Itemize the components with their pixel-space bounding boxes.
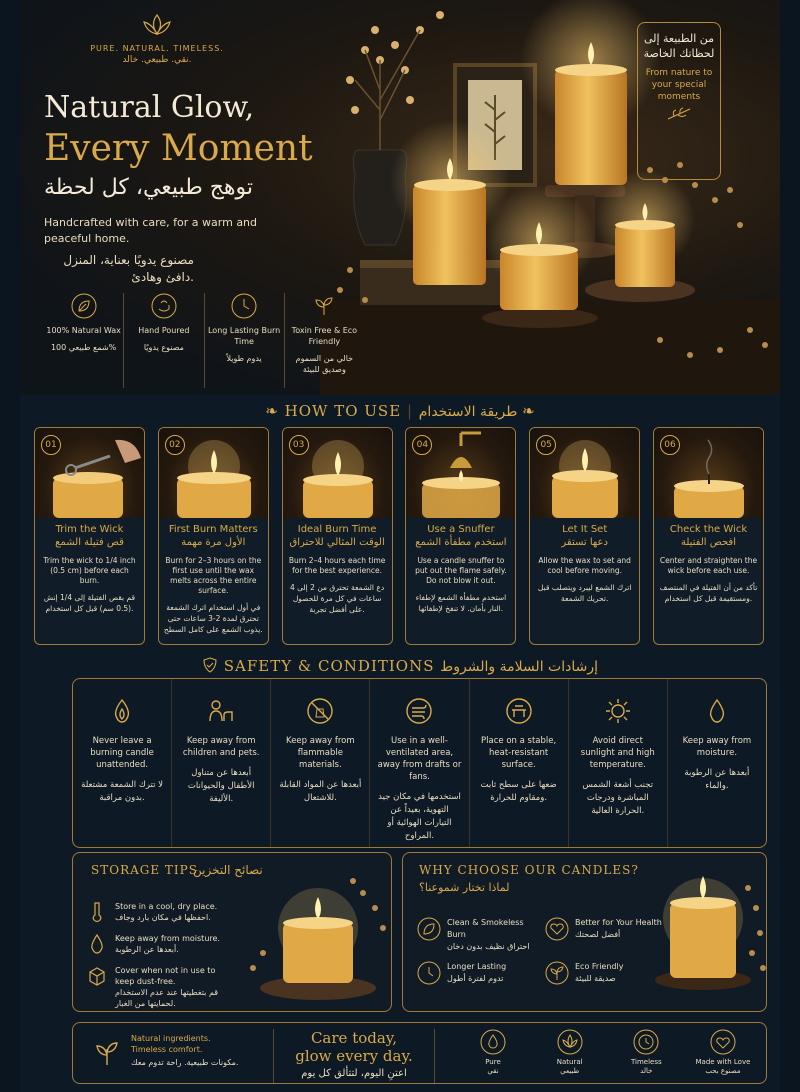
clock-icon (417, 961, 441, 985)
why-text-en: Clean & Smokeless Burn (447, 918, 524, 939)
lotus-icon (142, 12, 172, 40)
footer-badge (616, 1029, 676, 1076)
storage-text-en: Keep away from moisture. (115, 934, 220, 943)
step-desc-ar: في أول استخدام اترك الشمعة تحترق لمدة 2-3 ساعات حتى يذوب الشمع على كامل السطح. (163, 603, 263, 634)
heart-badge-icon (710, 1029, 736, 1055)
safety-panel (72, 678, 767, 848)
badge-label-en: Made with Love (695, 1058, 751, 1066)
why-item (417, 961, 535, 985)
safety-text-ar: أبعدها عن الرطوبة والماء. (684, 768, 750, 791)
footer-badge (463, 1029, 523, 1076)
storage-item (87, 965, 237, 1009)
how-to-use-heading: ❧ HOW TO USE | طريقة الاستخدام ❧ (265, 402, 535, 420)
why-item (545, 961, 663, 985)
why-candle-illustration (648, 858, 767, 1008)
safety-text-ar: أبعدها عن المواد القابلة للاشتعال. (279, 780, 362, 803)
safety-text-en: Use in a well-ventilated area, away from drafts or fans. (377, 736, 462, 782)
feature-item (44, 293, 124, 388)
step-desc-ar: دع الشمعة تحترق من 2 إلى 4 ساعات في كل مرة للحصول على أفضل تجربة. (289, 583, 385, 614)
storage-item (87, 933, 237, 955)
clock-badge-icon (633, 1029, 659, 1055)
step-title-en: Let It Set (562, 524, 608, 535)
step-number: 05 (536, 435, 556, 455)
why-title-ar: لماذا تختار شموعنا؟ (419, 881, 510, 894)
safety-item (73, 679, 172, 847)
step-desc-en: Burn for 2–3 hours on the first use until the wax melts across the entire surface. (165, 556, 262, 595)
storage-title-ar: نصائح التخزين (193, 863, 263, 877)
why-item (545, 917, 663, 941)
feature-label-en: Long Lasting Burn Time (207, 326, 281, 346)
quote-ar: من الطبيعة إلى لحظاتك الخاصة (643, 32, 715, 60)
safety-text-en: Keep away from flammable materials. (286, 736, 355, 770)
why-text-en: Better for Your Health (575, 918, 662, 927)
feature-label-en: 100% Natural Wax (46, 326, 121, 335)
step-number: 04 (412, 435, 432, 455)
clock-icon (231, 293, 257, 319)
step-card (158, 427, 269, 645)
quote-en: From nature to your special moments (645, 68, 713, 102)
why-text-ar: صديقة للبيئة (575, 974, 616, 983)
hero-title-line2: Every Moment (44, 128, 313, 169)
safety-title-en: SAFETY & CONDITIONS (223, 657, 435, 675)
step-number: 06 (660, 435, 680, 455)
footer-left (131, 1033, 241, 1068)
safety-item (271, 679, 370, 847)
sprig-right-icon: ❧ (522, 402, 535, 420)
slogan-line1: Care today, (310, 1029, 398, 1047)
feature-item (285, 293, 364, 388)
why-text-en: Longer Lasting (447, 962, 507, 971)
sprout-icon (545, 961, 569, 985)
hero-section (20, 0, 780, 395)
step-desc-en: Burn 2–4 hours each time for the best experience. (288, 556, 386, 575)
step-title-en: Use a Snuffer (427, 524, 495, 535)
safety-text-en: Avoid direct sunlight and high temperature. (580, 736, 655, 770)
storage-text-ar: قم بتغطيتها عند عدم الاستخدام لحمايتها من الغبار. (115, 988, 219, 1008)
badge-label-ar: خالد (640, 1067, 653, 1075)
stable-surface-icon (505, 697, 533, 725)
safety-item (172, 679, 271, 847)
step-title-ar: افحص الفتيلة (680, 537, 736, 548)
safety-text-ar: استخدمها في مكان جيد التهوية، بعيداً عن التيارات الهوائية أو المراوح. (378, 792, 461, 841)
step-title-ar: الأول مرة مهمة (181, 537, 246, 548)
storage-text-en: Store in a cool, dry place. (115, 902, 218, 911)
step-card (529, 427, 640, 645)
hero-subtitle-en: Handcrafted with care, for a warm and peaceful home. (44, 216, 258, 245)
footer-left-ar: مكونات طبيعية. راحة تدوم معك. (131, 1058, 239, 1067)
sprig-left-icon: ❧ (265, 402, 279, 420)
why-choose-panel (402, 852, 767, 1012)
feature-label-ar: شمع طبيعي 100% (50, 343, 117, 352)
feature-item (124, 293, 204, 388)
badge-label-ar: طبيعي (560, 1067, 580, 1075)
droplet-icon (87, 933, 107, 955)
how-to-use-title-en: HOW TO USE (284, 402, 402, 420)
storage-candle-illustration (243, 873, 392, 1012)
feature-label-ar: خالي من السموم وصديق للبيئة (295, 354, 354, 374)
footer-panel (72, 1022, 767, 1084)
storage-item (87, 901, 237, 923)
safety-item (569, 679, 668, 847)
safety-text-ar: ضعها على سطح ثابت ومقاوم للحرارة. (480, 780, 557, 803)
badge-label-en: Natural (556, 1058, 583, 1066)
child-pet-icon (207, 697, 235, 725)
step-title-en: Ideal Burn Time (297, 524, 377, 535)
step-title-ar: الوقت المثالي للاحتراق (289, 537, 385, 548)
step-title-ar: استخدم مطفأة الشمع (415, 537, 507, 548)
badge-label-ar: مصنوع بحب (705, 1067, 741, 1075)
slogan-ar: اعتنِ اليوم، لتتألق كل يوم (301, 1068, 407, 1079)
quote-box (637, 22, 721, 180)
step-title-en: First Burn Matters (168, 524, 258, 535)
safety-text-ar: لا تترك الشمعة مشتعلة بدون مراقبة. (81, 780, 163, 803)
thermometer-icon (87, 901, 107, 923)
hero-title-ar: توهج طبيعي، كل لحظة (44, 175, 253, 200)
storage-text-ar: أبعدها عن الرطوبة. (115, 945, 179, 954)
why-text-ar: تدوم لفترة أطول (447, 974, 504, 983)
steps-list (34, 427, 764, 645)
feature-list (44, 293, 364, 388)
flame-icon (108, 697, 136, 725)
heart-icon (545, 917, 569, 941)
safety-text-ar: تجنب أشعة الشمس المباشرة ودرجات الحرارة العالية. (582, 780, 654, 816)
hero-title-line1: Natural Glow, (44, 90, 255, 125)
safety-text-ar: أبعدها عن متناول الأطفال والحيوانات الأليفة. (187, 768, 255, 804)
wind-icon (405, 697, 433, 725)
feature-label-ar: مصنوع يدويًا (143, 343, 184, 352)
feature-label-ar: يدوم طويلاً (226, 354, 262, 363)
why-text-en: Eco Friendly (575, 962, 624, 971)
lotus-badge-icon (557, 1029, 583, 1055)
footer-badge (693, 1029, 753, 1076)
feature-label-en: Toxin Free & Eco Friendly (291, 326, 358, 346)
step-desc-en: Allow the wax to set and cool before moving. (538, 556, 631, 575)
badge-label-ar: نقي (487, 1067, 499, 1075)
step-number: 02 (165, 435, 185, 455)
why-text-ar: أفضل لصحتك (575, 930, 621, 939)
storage-text-en: Cover when not in use to keep dust-free. (115, 966, 216, 986)
step-card (34, 427, 145, 645)
footer-slogan (273, 1029, 435, 1083)
box-icon (87, 965, 107, 987)
footer-left-en: Natural ingredients. Timeless comfort. (131, 1034, 211, 1054)
sun-icon (604, 697, 632, 725)
leaf-icon (417, 917, 441, 941)
storage-panel (72, 852, 392, 1012)
step-desc-ar: استخدم مطفأة الشمع لإطفاء النار بأمان. لا تنفخ لإطفائها. (415, 593, 507, 613)
safety-text-en: Keep away from children and pets. (182, 736, 260, 758)
step-card (653, 427, 764, 645)
step-title-ar: قص فتيلة الشمع (55, 537, 124, 548)
storage-text-ar: احفظها في مكان بارد وجاف. (115, 913, 211, 922)
how-to-use-title-ar: طريقة الاستخدام (418, 404, 518, 420)
leaf-icon (71, 293, 97, 319)
footer-badge (540, 1029, 600, 1076)
step-card (282, 427, 393, 645)
step-desc-en: Trim the wick to 1/4 inch (0.5 cm) before each burn. (43, 556, 136, 585)
why-item (417, 917, 535, 953)
step-desc-ar: قم بقص الفتيلة إلى 1/4 إنش (0.5 سم) قبل كل استخدام. (43, 593, 136, 613)
badge-label-en: Pure (485, 1058, 501, 1066)
footer-badges (463, 1029, 753, 1076)
drop-badge-icon (480, 1029, 506, 1055)
feature-label-en: Hand Poured (138, 326, 190, 335)
safety-item (668, 679, 766, 847)
droplet-icon (703, 697, 731, 725)
step-number: 01 (41, 435, 61, 455)
step-title-ar: دعها تستقر (561, 537, 608, 548)
safety-heading (20, 657, 780, 675)
feature-item (205, 293, 285, 388)
tagline-en: PURE. NATURAL. TIMELESS. (90, 44, 224, 53)
slogan-line2: glow every day. (295, 1047, 413, 1065)
infographic-page (20, 0, 780, 1092)
badge-label-en: Timeless (630, 1058, 662, 1066)
step-desc-ar: تأكد من أن الفتيلة في المنتصف ومستقيمة قبل كل استخدام. (659, 583, 758, 603)
brand-logo (82, 12, 232, 65)
why-title-en: WHY CHOOSE OUR CANDLES? (419, 863, 639, 877)
safety-text-en: Place on a stable, heat-resistant surface. (481, 736, 557, 770)
sprout-icon (91, 1037, 123, 1069)
step-number: 03 (289, 435, 309, 455)
step-title-en: Check the Wick (669, 524, 748, 535)
hero-subtitle-ar: مصنوع يدويًا بعناية، المنزل دافئ وهادئ. (63, 253, 194, 284)
tagline-ar: نقي. طبيعي. خالد. (122, 55, 192, 65)
step-desc-en: Use a candle snuffer to put out the flame safely. Do not blow it out. (415, 556, 507, 585)
safety-item (370, 679, 469, 847)
why-text-ar: احتراق نظيف بدون دخان (447, 942, 530, 951)
step-desc-en: Center and straighten the wick before each use. (659, 556, 758, 575)
sprout-icon (311, 293, 337, 319)
sprig-icon (664, 107, 694, 121)
hand-icon (151, 293, 177, 319)
step-title-en: Trim the Wick (55, 524, 124, 535)
step-desc-ar: اترك الشمع ليبرد ويتصلب قبل تحريك الشمعة. (537, 583, 632, 603)
shield-icon (202, 657, 218, 673)
safety-text-en: Never leave a burning candle unattended. (90, 736, 154, 770)
step-card (405, 427, 516, 645)
safety-item (470, 679, 569, 847)
safety-title-ar: إرشادات السلامة والشروط (440, 659, 598, 675)
safety-text-en: Keep away from moisture. (682, 736, 752, 758)
storage-title-en: STORAGE TIPS (91, 863, 198, 877)
no-flammable-icon (306, 697, 334, 725)
